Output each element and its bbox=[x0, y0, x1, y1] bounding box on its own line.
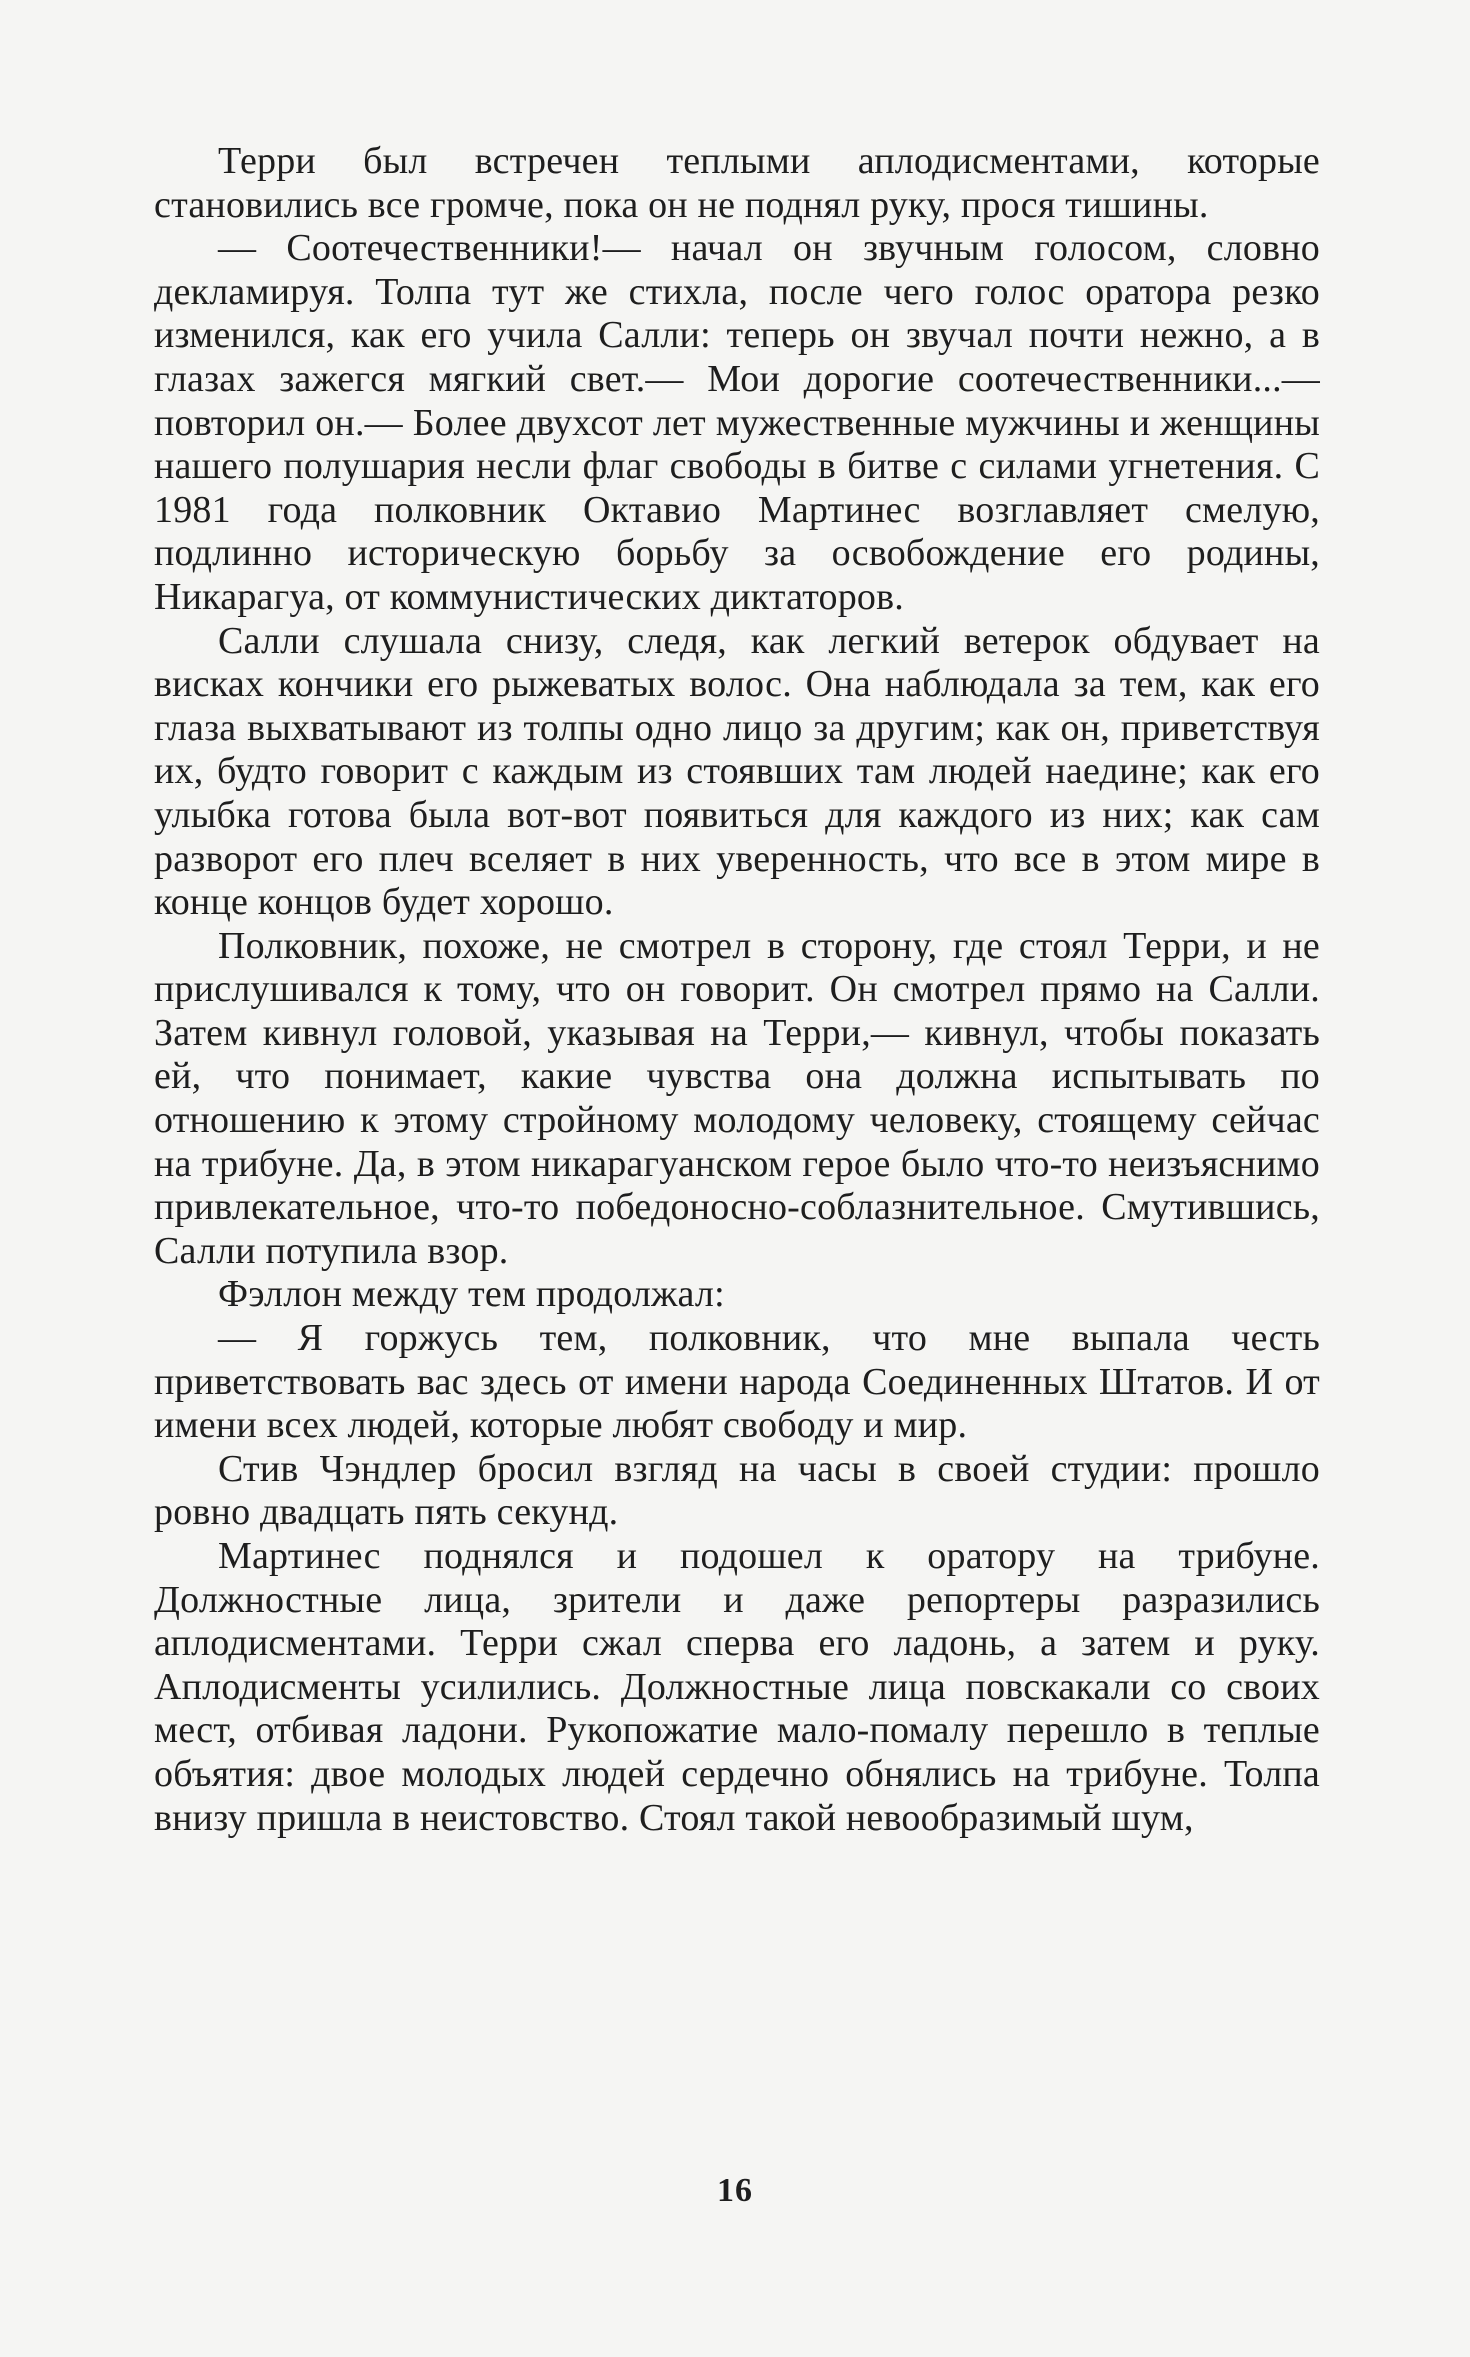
paragraph-7: Стив Чэндлер бросил взгляд на часы в своей студии: прошло ровно двадцать пять секунд. bbox=[154, 1447, 1320, 1534]
paragraph-2: — Соотечественники!— начал он звучным голосом, словно декламируя. Толпа тут же стихла, после чего голос оратора резко изменился, как его учила Салли: теперь он звучал почти нежно, а в глазах зажегся мягкий свет.— Мои дорогие соотечественники...— повторил он.— Более двухсот лет мужественные мужчины и женщины нашего полушария несли флаг свободы в битве с силами угнетения. С 1981 года полковник Октавио Мартинес возглавляет смелую, подлинно историческую борьбу за освобождение его родины, Никарагуа, от коммунистических диктаторов. bbox=[154, 227, 1320, 618]
paragraph-5: Фэллон между тем продолжал: bbox=[218, 1273, 725, 1316]
paragraph-8: Мартинес поднялся и подошел к оратору на трибуне. Должностные лица, зрители и даже репортеры разразились аплодисментами. Терри сжал сперва его ладонь, а затем и руку. Аплодисменты усилились. Должностные лица повскакали со своих мест, отбивая ладони. Рукопожатие мало-помалу перешло в теплые объятия: двое молодых людей сердечно обнялись на трибуне. Толпа внизу пришла в неистовство. Стоял такой невообразимый шум, bbox=[154, 1535, 1320, 1839]
paragraph-1: Терри был встречен теплыми аплодисментами, которые становились все громче, пока он не поднял руку, прося тишины. bbox=[154, 140, 1320, 226]
paragraph-3: Салли слушала снизу, следя, как легкий ветерок обдувает на висках кончики его рыжеватых волос. Она наблюдала за тем, как его глаза выхватывают из толпы одно лицо за другим; как он, приветствуя их, будто говорит с каждым из стоявших там людей наедине; как его улыбка готова была вот-вот появиться для каждого из них; как сам разворот его плеч вселяет в них уверенность, что все в этом мире в конце концов будет хорошо. bbox=[154, 619, 1320, 924]
paragraph-6: — Я горжусь тем, полковник, что мне выпала честь приветствовать вас здесь от имени народа Соединенных Штатов. И от имени всех людей, которые любят свободу и мир. bbox=[154, 1317, 1320, 1447]
paragraph-4: Полковник, похоже, не смотрел в сторону, где стоял Терри, и не прислушивался к тому, что он говорит. Он смотрел прямо на Салли. Затем кивнул головой, указывая на Терри,— кивнул, чтобы показать ей, что понимает, какие чувства она должна испытывать по отношению к этому стройному молодому человеку, стоящему сейчас на трибуне. Да, в этом никарагуанском герое было что-то неизъяснимо привлекательное, что-то победоносно-соблазнительное. Смутившись, Салли потупила взор. bbox=[154, 924, 1320, 1272]
page-number: 16 bbox=[717, 2172, 753, 2209]
body-text bbox=[154, 140, 1320, 1840]
